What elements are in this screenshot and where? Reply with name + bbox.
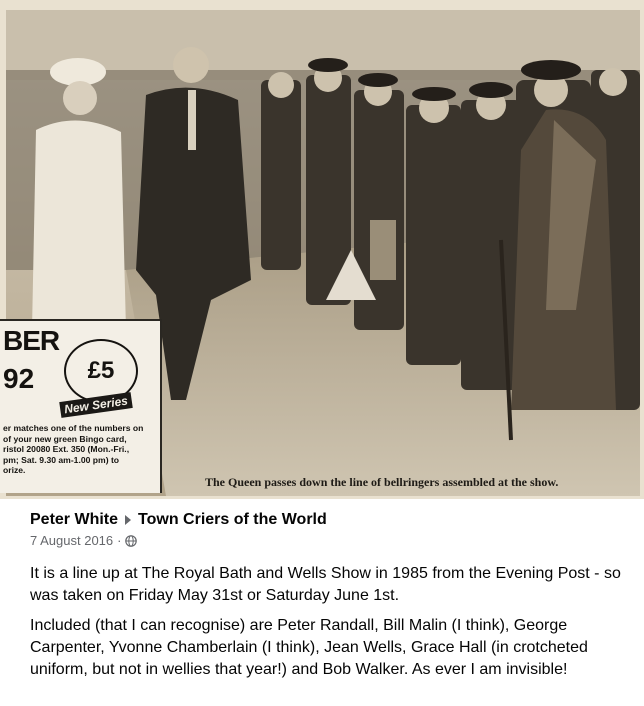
globe-icon[interactable] xyxy=(125,535,137,547)
photo-caption: The Queen passes down the line of bellringers assembled at the show. xyxy=(205,475,559,489)
post-paragraph: It is a line up at The Royal Bath and Wells Show in 1985 from the Evening Post - so was taken on Friday May 31st or Saturday June 1st. xyxy=(30,565,621,604)
ad-line: orize. xyxy=(3,465,26,475)
ad-new-series-tag: New Series xyxy=(59,392,133,418)
post-date-line xyxy=(30,533,632,548)
ad-number-text: 92 xyxy=(3,363,35,394)
ad-line: pm; Sat. 9.30 am-1.00 pm) to xyxy=(3,454,120,465)
ad-price-badge: £5 xyxy=(64,339,138,403)
triangle-right-icon xyxy=(125,515,131,525)
post-paragraph: Included (that I can recognise) are Peter Randall, Bill Malin (I think), George Carpenter, Yvonne Chamberlain (I think), Jean Wells, Grace Hall (in crotcheted uniform, but not in wellies that year!) and Bob Walker. As ever I am invisible! xyxy=(30,617,588,678)
group-link[interactable]: Town Criers of the World xyxy=(138,511,327,528)
author-link[interactable]: Peter White xyxy=(30,511,119,528)
bingo-advert xyxy=(0,319,162,493)
ad-body-text xyxy=(3,423,143,476)
ad-line: of your new green Bingo card, xyxy=(3,433,127,444)
date-separator: · xyxy=(117,533,122,548)
post-body xyxy=(30,563,634,689)
post-header xyxy=(30,511,632,548)
post-date-link[interactable]: 7 August 2016 xyxy=(30,533,114,548)
ad-line: er matches one of the numbers on xyxy=(3,423,144,433)
ad-header-text: BER xyxy=(3,325,60,356)
post-author-line xyxy=(30,511,632,529)
ad-line: ristol 20080 Ext. 350 (Mon.-Fri., xyxy=(3,444,130,454)
